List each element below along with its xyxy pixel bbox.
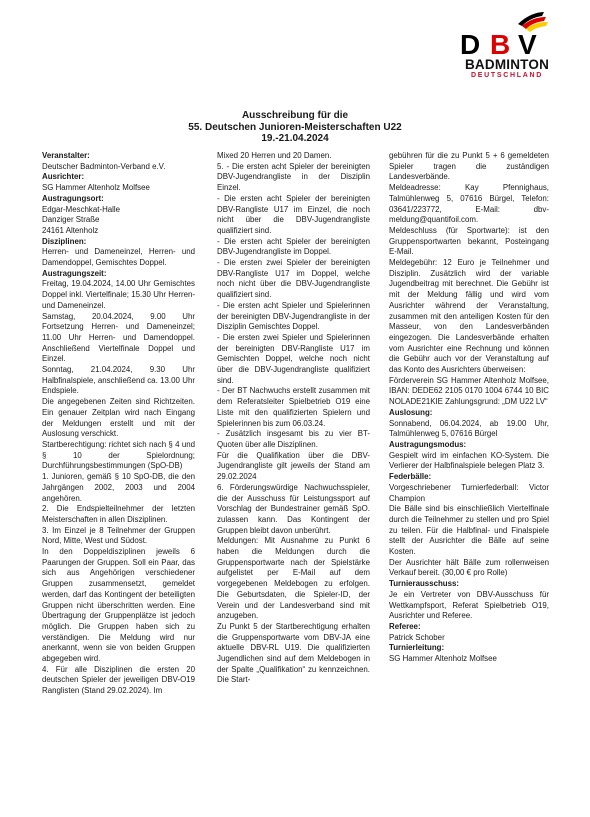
paragraph: Samstag, 20.04.2024, 9.00 Uhr Fortsetzung Herren- und Dameneinzel; 11.00 Uhr Herren- und Damendoppel. Anschließend Viertelfinale Doppel und Einzel. [42,311,195,364]
paragraph: Patrick Schober [389,632,445,642]
paragraph: 3. Im Einzel je 8 Teilnehmer der Gruppen Nord, Mitte, West und Südost. [42,525,195,546]
paragraph: Deutscher Badminton-Verband e.V. [42,161,166,171]
paragraph: 1. Junioren, gemäß § 10 SpO-DB, die den Jahrgängen 2002, 2003 und 2004 angehören. [42,472,195,503]
title-line-2: 55. Deutschen Junioren-Meisterschaften U22 [188,121,402,133]
paragraph: Vorgeschriebener Turnierfederball: Victor Champion [389,482,549,503]
paragraph: - Die ersten acht Spieler der bereinigten DBV-Jugendrangliste im Doppel. [217,236,370,257]
paragraph: - Zusätzlich insgesamt bis zu vier BT-Quoten über alle Disziplinen. [217,429,370,449]
paragraph: Mixed 20 Herren und 20 Damen. [217,151,332,160]
paragraph: Förderverein SG Hammer Altenholz Molfsee, IBAN: DEDE62 2105 0170 1004 6744 10 BIC NOLADE21KIE Zahlungsgrund: „DM U22 LV“ [389,375,549,407]
section-heading: Referee: [389,621,421,631]
section-heading: Austragungsmodus: [389,439,467,449]
column-3 [389,151,549,665]
paragraph: Danziger Straße [42,215,100,225]
paragraph: In den Doppeldisziplinen jeweils 6 Paarungen der Gruppen. Soll ein Paar, das sich aus Angehörigen verschiedener Gruppen zusammensetzt, gemeldet werden, darf das Kontingent der beteiligten Gruppen nicht überschritten werden. Eine Übertragung der Gruppenplätze ist jedoch möglich. Die Gruppen haben sich zu verständigen. Die Meldung wird nur anerkannt, wenn sie von beiden Gruppen abgegeben wird. [42,547,195,664]
section-heading: Ausrichter: [42,172,85,182]
section-heading: Auslosung: [389,407,433,417]
paragraph: 6. Förderungswürdige Nachwuchsspieler, die der Ausschuss für Leistungssport auf Vorschlag der Bundestrainer gemäß SpO. zulassen kann. Das Kontingent der Gruppen bleibt davon unberührt. [217,482,370,535]
logo-deutschland: DEUTSCHLAND [471,72,543,79]
document-title [0,110,590,145]
paragraph: Edgar-Meschkat-Halle [42,204,121,214]
paragraph: Je ein Vertreter von DBV-Ausschuss für Wettkampfsport, Referat Spielbetrieb O19, Ausrichter und Referee. [389,589,549,621]
logo-letter-d: D [460,29,481,58]
paragraph: gebühren für die zu Punkt 5 + 6 gemeldeten Spieler tragen die zuständigen Landesverbände. [389,151,549,182]
column-2 [217,151,370,686]
paragraph: Gespielt wird im einfachen KO-System. Die Verlierer der Halbfinalspiele belegen Platz 3. [389,450,549,471]
paragraph: Meldeschluss (für Sportwarte): ist den Gruppensportwarten bekannt, Posteingang E-Mail. [389,225,549,257]
dbv-logo [452,10,562,84]
paragraph: - Die ersten acht Spieler der bereinigten DBV-Rangliste U17 im Einzel, die noch nicht über die DBV-Jugendrangliste qualifiziert sind. [217,193,370,235]
paragraph: Die angegebenen Zeiten sind Richtzeiten. Ein genauer Zeitplan wird nach Eingang der Meldungen erstellt und mit der Auslosung verschickt. [42,397,195,439]
paragraph: - Die ersten zwei Spieler der bereinigten DBV-Rangliste U17 im Doppel, welche noch nicht über die DBV-Jugendrangliste qualifiziert sind. [217,258,370,300]
paragraph: Zu Punkt 5 der Startberechtigung erhalten die Gruppensportwarte vom DBV-JA eine aktuelle DBV-RL U19. Die qualifizierten Jugendlichen sind auf dem Meldebogen in der Spalte „Qualifikation“ zu kennzeichnen. Die Start- [217,621,370,685]
paragraph: Freitag, 19.04.2024, 14.00 Uhr Gemischtes Doppel inkl. Viertelfinale; 15.30 Uhr Herren- und Dameneinzel. [42,279,195,310]
paragraph: 4. Für alle Disziplinen die ersten 20 deutschen Spieler der jeweiligen DBV-O19 Ranglisten (Stand 29.02.2024). Im [42,664,195,696]
logo-letter-b: B [490,29,511,58]
paragraph: - Die ersten acht Spieler und Spielerinnen der bereinigten DBV-Jugendrangliste in der Disziplin Gemischtes Doppel. [217,300,370,332]
paragraph: Für die Qualifikation über die DBV-Jugendrangliste gilt jeweils der Stand am 29.02.2024 [217,450,370,482]
section-heading: Veranstalter: [42,151,90,160]
paragraph: SG Hammer Altenholz Molfsee [42,183,150,193]
section-heading: Federbälle: [389,472,432,482]
logo-badminton: BADMINTON [464,57,550,72]
paragraph: 5. - Die ersten acht Spieler der bereinigten DBV-Jugendrangliste in der Disziplin Einzel. [217,161,370,193]
section-heading: Austragungszeit: [42,268,107,278]
column-1 [42,151,195,697]
paragraph: Startberechtigung: richtet sich nach § 4 und § 10 der Spielordnung; Durchführungsbestimmungen (SpO-DB) [42,439,195,471]
title-line-3: 19.-21.04.2024 [261,133,329,144]
paragraph: Sonntag, 21.04.2024, 9.30 Uhr Halbfinalspiele, anschließend ca. 13.00 Uhr Endspiele. [42,365,195,396]
paragraph: SG Hammer Altenholz Molfsee [389,654,497,664]
paragraph: 24161 Altenholz [42,225,99,235]
paragraph: Meldegebühr: 12 Euro je Teilnehmer und Disziplin. Zusätzlich wird der variable Jugendbeitrag mit berechnet. Die Gebühr ist mit der Meldung fällig und wird vom Ausrichter während der Veranstaltung, zusammen mit den anteiligen Kosten für den Masseur, von den Landesverbänden eingezogen. Die Landesverbände erhalten vom Ausrichter eine Rechnung und können die Gebühr auch vor der Veranstaltung auf das Konto des Ausrichters überweisen: [389,258,549,375]
section-heading: Turnierausschuss: [389,579,460,589]
paragraph: Der Ausrichter hält Bälle zum rollenweisen Verkauf bereit. (30,00 € pro Rolle) [389,557,549,578]
logo-letter-v: V [518,29,537,58]
paragraph: - Die ersten zwei Spieler und Spielerinnen der bereinigten DBV-Rangliste U17 im Gemischten Doppel, welche noch nicht über die DBV-Jugendrangliste qualifiziert sind. [217,332,370,385]
paragraph: - Der BT Nachwuchs erstellt zusammen mit dem Referatsleiter Spielbetrieb O19 eine Liste mit den qualifizierten Spielern und Spielerinnen bis zum 06.03.24. [217,386,370,428]
paragraph: Sonnabend, 06.04.2024, ab 19.00 Uhr, Talmühlenweg 5, 07616 Bürgel [389,418,549,439]
section-heading: Austragungsort: [42,193,104,203]
section-heading: Turnierleitung: [389,643,445,653]
paragraph: Die Bälle sind bis einschließlich Viertelfinale durch die Teilnehmer zu stellen und pro Spiel zu teilen. Für die Halbfinal- und Finalspiele stellt der Ausrichter die Bälle auf seine Kosten. [389,504,549,557]
title-line-1: Ausschreibung für die [241,110,349,121]
paragraph: Meldungen: Mit Ausnahme zu Punkt 6 haben die Meldungen durch die Gruppensportwarte nach der Spielstärke aufgelistet per E-Mail auf dem vorgegebenen Meldebogen zu erfolgen. Die Geburtsdaten, die Spieler-ID, der Verein und der Landesverband sind mit anzugeben. [217,536,370,621]
dbv-logo-mark [452,10,562,58]
paragraph: 2. Die Endspielteilnehmer der letzten Meisterschaften in allen Disziplinen. [42,504,195,524]
paragraph: Meldeadresse: Kay Pfennighaus, Talmühlenweg 5, 07616 Bürgel, Telefon: 03641/223772, E-Mail: dbv-meldung@quantifoil.com. [389,183,549,225]
paragraph: Herren- und Dameneinzel, Herren- und Damendoppel, Gemischtes Doppel. [42,247,195,268]
section-heading: Disziplinen: [42,236,87,246]
